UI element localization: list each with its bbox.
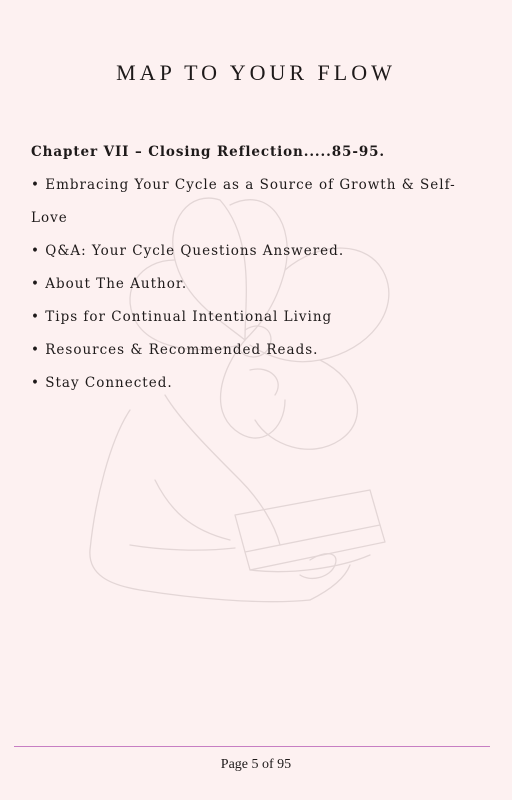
chapter-heading: Chapter VII – Closing Reflection.....85-95. (31, 144, 386, 160)
list-item: • Stay Connected. (31, 375, 173, 391)
list-item: • About The Author. (31, 276, 188, 292)
footer-divider (14, 746, 490, 747)
page-title: MAP TO YOUR FLOW (116, 60, 396, 85)
list-item: • Resources & Recommended Reads. (31, 342, 319, 358)
chapter-contents-list (31, 169, 471, 400)
list-item: • Embracing Your Cycle as a Source of Growth & Self-Love (31, 177, 456, 226)
page-number: Page 5 of 95 (220, 757, 292, 772)
list-item: • Q&A: Your Cycle Questions Answered. (31, 243, 345, 259)
list-item: • Tips for Continual Intentional Living (31, 309, 333, 325)
